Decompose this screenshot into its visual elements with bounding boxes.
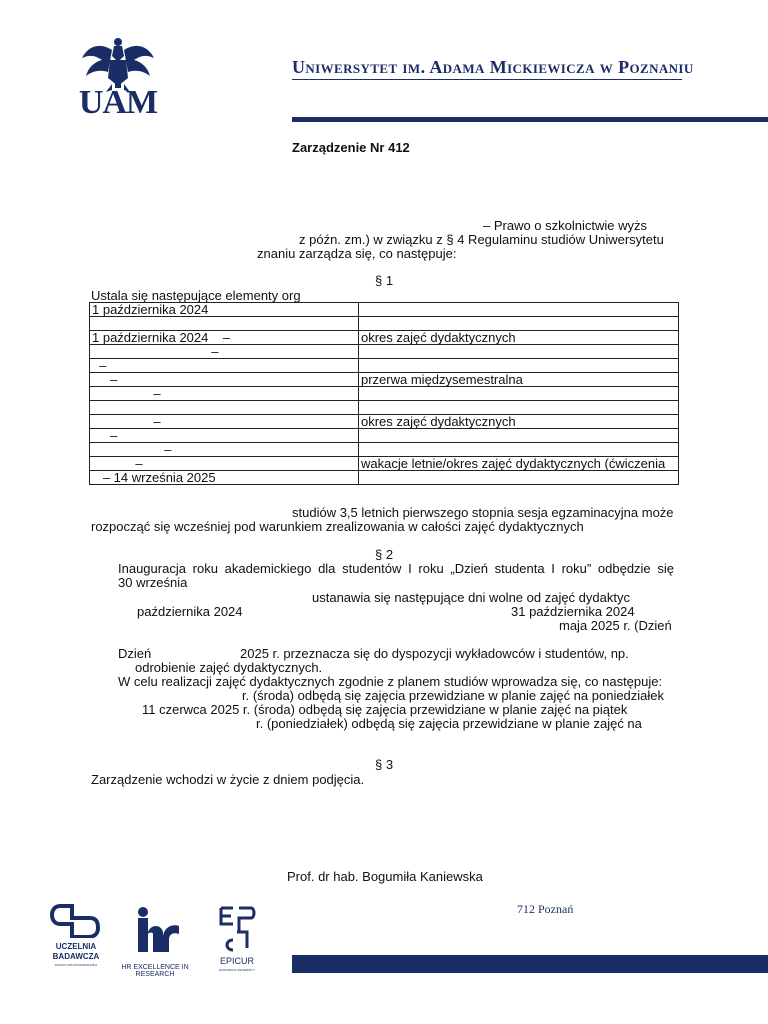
section-2-p1a: Inauguracja roku akademickiego dla studentów I roku „Dzień studenta I roku” odbędzie się [118,561,674,576]
section-2-p3a-left: Dzień [118,646,152,661]
preamble-line-2: z późn. zm.) w związku z § 4 Regulaminu studiów Uniwersytetu [299,232,664,247]
table-cell-date: – [90,387,359,401]
research-university-icon [50,904,102,938]
logo1-line2: BADAWCZA [52,952,100,961]
section-2-p1b: 30 września [118,575,188,590]
preamble-line-1: – Prawo o szkolnictwie wyżs [483,218,647,233]
logo-text: UAM [78,84,158,121]
table-cell-description: okres zajęć dydaktycznych [359,415,679,429]
table-row [90,457,679,471]
table-cell-description [359,429,679,443]
section-2-heading: § 2 [375,547,394,562]
table-row [90,331,679,345]
table-cell-date: – [90,429,359,443]
table-cell-description [359,401,679,415]
table-cell-description [359,303,679,317]
table-cell-date: – [90,415,359,429]
header-rule [292,79,682,80]
logo2-text: HR EXCELLENCE IN RESEARCH [121,964,189,978]
logo1-line3: INICJATYWA DOSKONAŁOŚCI [54,963,98,967]
table-cell-description: przerwa międzysemestralna [359,373,679,387]
table-row [90,317,679,331]
table-cell-description [359,471,679,485]
section-3-heading: § 3 [375,757,394,772]
table-cell-date: – 14 września 2025 [90,471,359,485]
table-cell-date: – [90,443,359,457]
table-cell-description [359,317,679,331]
document-title: Zarządzenie Nr 412 [292,140,410,155]
table-cell-date: – [90,345,359,359]
table-row [90,359,679,373]
table-row [90,387,679,401]
table-row [90,415,679,429]
table-cell-date: – [90,359,359,373]
preamble-line-3: znaniu zarządza się, co następuje: [257,246,457,261]
section-3-text: Zarządzenie wchodzi w życie z dniem podjęcia. [91,772,365,787]
logo3-sub: EUROPEAN UNIVERSITY [219,968,255,972]
table-cell-description: wakacje letnie/okres zajęć dydaktycznych (ćwiczenia [359,457,679,471]
uczelnia-badawcza-logo [50,904,102,974]
section-1-intro: Ustala się następujące elementy org [91,288,301,303]
table-cell-description [359,387,679,401]
section-2-p4c: r. (poniedziałek) odbędą się zajęcia przewidziane w planie zajęć na [256,716,642,731]
address: 712 Poznań [517,902,574,916]
table-cell-date: – [90,373,359,387]
section-1-heading: § 1 [375,273,394,288]
table-cell-description [359,359,679,373]
epicur-icon [213,904,261,954]
section-2-p2b-left: października 2024 [137,604,243,619]
uam-logo [78,34,158,124]
epicur-logo [213,904,261,974]
table-row [90,401,679,415]
footer-bar [292,955,768,973]
table-row [90,471,679,485]
table-row [90,443,679,457]
table-cell-date [90,317,359,331]
table-cell-description: okres zajęć dydaktycznych [359,331,679,345]
section-1-note-2: rozpocząć się wcześniej pod warunkiem zrealizowania w całości zajęć dydaktycznych [91,519,584,534]
table-cell-description [359,443,679,457]
section-2-p4: W celu realizacji zajęć dydaktycznych zgodnie z planem studiów wprowadza się, co następuje: [118,674,663,689]
section-2-p4a: r. (środa) odbędą się zajęcia przewidziane w planie zajęć na poniedziałek [242,688,665,703]
logo3-text: EPICUR [219,956,254,966]
section-2-p2c: maja 2025 r. (Dzień [559,618,672,633]
table-cell-date [90,401,359,415]
hr-excellence-logo [103,906,207,978]
table-cell-description [359,345,679,359]
table-row [90,429,679,443]
section-1-note-1: studiów 3,5 letnich pierwszego stopnia sesja egzaminacyjna może [292,505,674,520]
section-2-p4b: 11 czerwca 2025 r. (środa) odbędą się zajęcia przewidziane w planie zajęć na piątek [142,702,628,717]
section-2-p3a-right: 2025 r. przeznacza się do dyspozycji wykładowców i studentów, np. [240,646,629,661]
section-2-p2a: ustanawia się następujące dni wolne od zajęć dydaktyc [312,590,630,605]
table-row [90,345,679,359]
table-row [90,373,679,387]
signature: Prof. dr hab. Bogumiła Kaniewska [287,869,483,884]
university-name: Uniwersytet im. Adama Mickiewicza w Poznaniu [292,57,694,77]
table-cell-date: – [90,457,359,471]
section-2-p2b-right: 31 października 2024 [511,604,635,619]
table-row [90,303,679,317]
table-cell-date: 1 października 2024 [90,303,359,317]
hr-icon [103,906,207,956]
section-2-p3b: odrobienie zajęć dydaktycznych. [135,660,323,675]
header-bar [292,117,768,122]
table-cell-date: 1 października 2024 – [90,331,359,345]
logo1-line1: UCZELNIA [55,942,97,951]
schedule-table [89,302,679,485]
